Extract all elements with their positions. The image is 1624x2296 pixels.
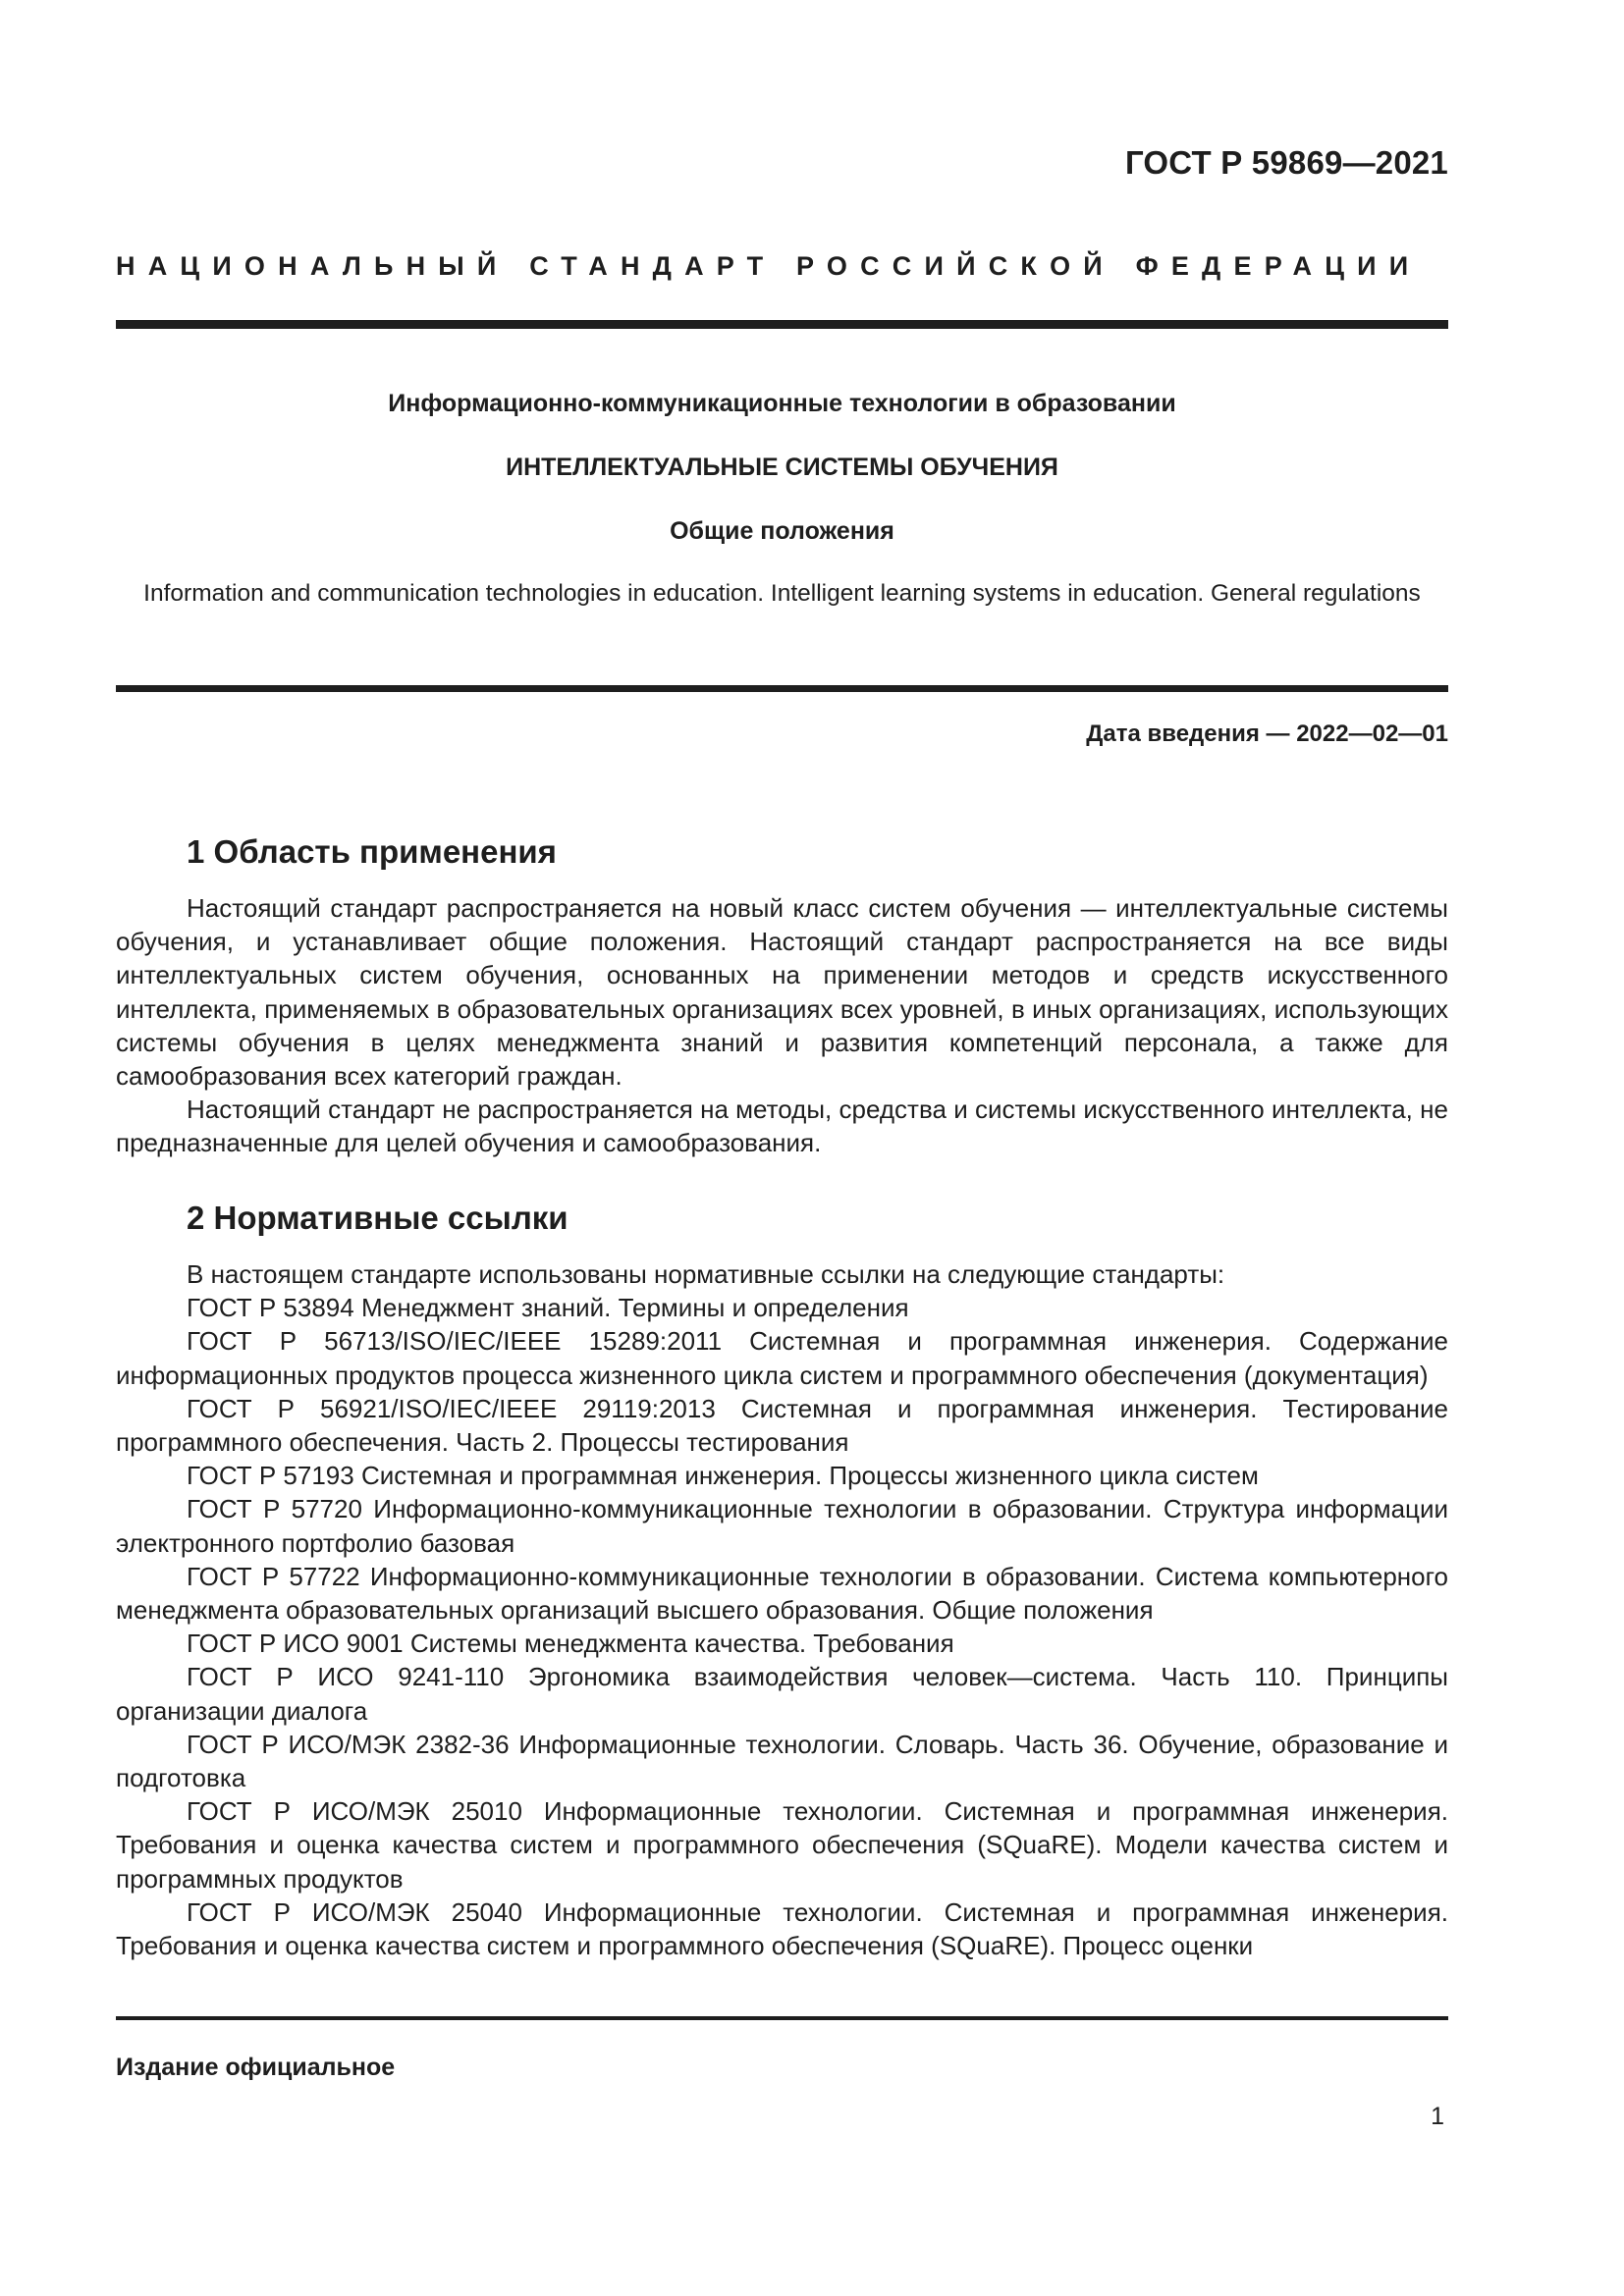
reference-item: ГОСТ Р ИСО 9001 Системы менеджмента качества. Требования [187,1629,954,1659]
general-provisions-title: Общие положения [670,517,894,545]
page-number: 1 [1431,2103,1444,2130]
reference-item: ГОСТ Р 56921/ISO/IEC/IEEE 29119:2013 Системная и программная инженерия. Тестирование программного обеспечения. Часть 2. Процессы тестирования [116,1393,1448,1458]
section-1-body [116,891,1448,1160]
reference-item: ГОСТ Р ИСО/МЭК 25040 Информационные технологии. Системная и программная инженерия. Требования и оценка качества систем и программного обеспечения (SQuaRE). Процесс оценки [116,1896,1448,1961]
reference-item: ГОСТ Р 57720 Информационно-коммуникационные технологии в образовании. Структура информации электронного портфолио базовая [116,1494,1448,1558]
system-title: ИНТЕЛЛЕКТУАЛЬНЫЕ СИСТЕМЫ ОБУЧЕНИЯ [506,454,1058,481]
section-1-heading: 1 Область применения [187,833,557,870]
reference-item: ГОСТ Р ИСО/МЭК 25010 Информационные технологии. Системная и программная инженерия. Требования и оценка качества систем и программного обеспечения (SQuaRE). Модели качества систем и программных продуктов [116,1796,1448,1894]
paragraph: В настоящем стандарте использованы нормативные ссылки на следующие стандарты: [187,1259,1225,1289]
paragraph: Настоящий стандарт распространяется на новый класс систем обучения — интеллектуальные системы обучения, и устанавливает общие положения. Настоящий стандарт распространяется на все виды интеллектуальных систем обучения, основанных на применении методов и средств искусственного интеллекта, применяемых в образовательных организациях всех уровней, в иных организациях, использующих системы обучения в целях менеджмента знаний и развития компетенций персонала, а также для самообразования всех категорий граждан. [116,893,1448,1092]
english-title: Information and communication technologies in education. Intelligent learning systems in education. General regulations [143,580,1421,607]
paragraph: Настоящий стандарт не распространяется на методы, средства и системы искусственного интеллекта, не предназначенные для целей обучения и самообразования. [116,1095,1448,1158]
reference-item: ГОСТ Р 57722 Информационно-коммуникационные технологии в образовании. Система компьютерного менеджмента образовательных организаций высшего образования. Общие положения [116,1561,1448,1626]
official-edition-label: Издание официальное [116,2054,396,2081]
national-standard-title: НАЦИОНАЛЬНЫЙ СТАНДАРТ РОССИЙСКОЙ ФЕДЕРАЦИИ [116,251,1422,281]
standard-number: ГОСТ Р 59869—2021 [1124,144,1448,181]
introduction-date: Дата введения — 2022—02—01 [1086,721,1448,747]
reference-item: ГОСТ Р 57193 Системная и программная инженерия. Процессы жизненного цикла систем [187,1461,1259,1491]
footer-divider [116,2016,1448,2020]
section-2-heading: 2 Нормативные ссылки [187,1200,568,1236]
reference-item: ГОСТ Р ИСО 9241-110 Эргономика взаимодействия человек—система. Часть 110. Принципы организации диалога [116,1662,1448,1726]
reference-item: ГОСТ Р 56713/ISO/IEC/IEEE 15289:2011 Системная и программная инженерия. Содержание информационных продуктов процесса жизненного цикла систем и программного обеспечения (документация) [116,1326,1448,1390]
section-2-body [116,1257,1448,1962]
reference-item: ГОСТ Р 53894 Менеджмент знаний. Термины и определения [187,1293,909,1323]
title-divider [116,685,1448,692]
top-divider [116,320,1448,329]
subject-line: Информационно-коммуникационные технологии в образовании [388,390,1176,417]
reference-item: ГОСТ Р ИСО/МЭК 2382-36 Информационные технологии. Словарь. Часть 36. Обучение, образование и подготовка [116,1729,1448,1793]
